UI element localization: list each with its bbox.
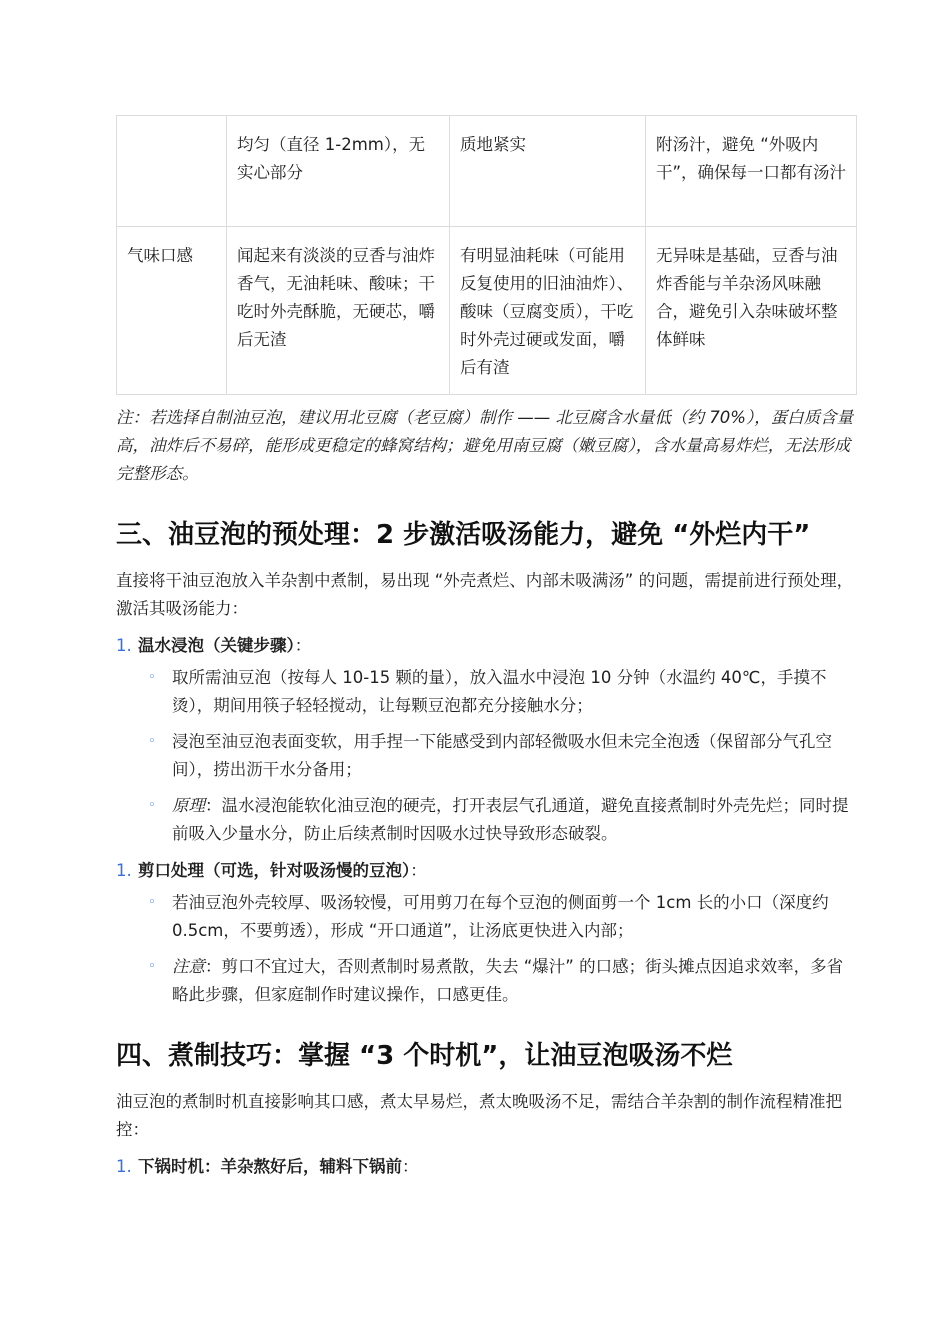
table-cell: 质地紧实 (450, 116, 646, 227)
list-item-label: 原理 (172, 796, 205, 815)
table-note: 注：若选择自制油豆泡，建议用北豆腐（老豆腐）制作 —— 北豆腐含水量低（约 70%），蛋白质含量高，油炸后不易碎，能形成更稳定的蜂窝结构；避免用南豆腐（嫩豆腐），含水量高易炸烂，无法形成完整形态。 (116, 408, 854, 483)
list-item-label: 注意 (172, 957, 205, 976)
step-title: 温水浸泡（关键步骤） (138, 636, 295, 655)
table-cell: 气味口感 (117, 227, 227, 395)
list-number: 1. (116, 636, 132, 655)
document-page (116, 115, 856, 1181)
list-item (148, 728, 856, 784)
list-item (148, 664, 856, 720)
table-cell: 均匀（直径 1-2mm），无实心部分 (227, 116, 450, 227)
table-cell: 闻起来有淡淡的豆香与油炸香气，无油耗味、酸味；干吃时外壳酥脆，无硬芯，嚼后无渣 (227, 227, 450, 395)
ordered-list-item (116, 1153, 856, 1181)
step-colon: ： (294, 636, 312, 655)
step-colon: ： (410, 861, 427, 880)
list-item (148, 889, 856, 945)
section-intro: 直接将干油豆泡放入羊杂割中煮制，易出现 “外壳煮烂、内部未吸满汤” 的问题，需提前进行预处理，激活其吸汤能力： (116, 571, 854, 618)
section-intro: 油豆泡的煮制时机直接影响其口感，煮太早易烂，煮太晚吸汤不足，需结合羊杂割的制作流程精准把控： (116, 1092, 842, 1139)
list-number: 1. (116, 1157, 132, 1176)
sub-list (116, 664, 856, 848)
table-cell: 无异味是基础，豆香与油炸香能与羊杂汤风味融合，避免引入杂味破坏整体鲜味 (646, 227, 857, 395)
list-item-text: 取所需油豆泡（按每人 10-15 颗的量），放入温水中浸泡 10 分钟（水温约 40℃，手摸不烫），期间用筷子轻轻搅动，让每颗豆泡都充分接触水分； (172, 668, 827, 715)
list-number: 1. (116, 861, 132, 880)
bullet-icon: ◦ (148, 798, 156, 813)
table-row (117, 116, 857, 227)
ordered-list-item (116, 857, 856, 885)
table-cell: 有明显油耗味（可能用反复使用的旧油油炸）、酸味（豆腐变质），干吃时外壳过硬或发面，嚼后有渣 (450, 227, 646, 395)
bullet-icon: ◦ (148, 895, 156, 910)
list-item-text: ：温水浸泡能软化油豆泡的硬壳，打开表层气孔通道，避免直接煮制时外壳先烂；同时提前吸入少量水分，防止后续煮制时因吸水过快导致形态破裂。 (172, 796, 849, 843)
table-row (117, 227, 857, 395)
list-item-text: 若油豆泡外壳较厚、吸汤较慢，可用剪刀在每个豆泡的侧面剪一个 1cm 长的小口（深度约 0.5cm，不要剪透），形成 “开口通道”，让汤底更快进入内部； (172, 893, 829, 940)
comparison-table (116, 115, 857, 395)
list-item-text: 浸泡至油豆泡表面变软，用手捏一下能感受到内部轻微吸水但未完全泡透（保留部分气孔空间），捞出沥干水分备用； (172, 732, 832, 779)
sub-list (116, 889, 856, 1009)
step-title: 下锅时机：羊杂熬好后，辅料下锅前 (138, 1157, 402, 1176)
section-heading: 四、煮制技巧：掌握 “3 个时机”，让油豆泡吸汤不烂 (116, 1041, 733, 1071)
list-item (148, 792, 856, 848)
section-heading: 三、油豆泡的预处理：2 步激活吸汤能力，避免 “外烂内干” (116, 520, 811, 550)
bullet-icon: ◦ (148, 670, 156, 685)
table-cell: 附汤汁，避免 “外吸内干”，确保每一口都有汤汁 (646, 116, 857, 227)
ordered-list-item (116, 632, 856, 660)
bullet-icon: ◦ (148, 959, 156, 974)
list-item (148, 953, 856, 1009)
bullet-icon: ◦ (148, 734, 156, 749)
table-cell (117, 116, 227, 227)
step-title: 剪口处理（可选，针对吸汤慢的豆泡） (138, 861, 411, 880)
step-colon: ： (402, 1157, 419, 1176)
list-item-text: ：剪口不宜过大，否则煮制时易煮散，失去 “爆汁” 的口感；街头摊点因追求效率，多省略此步骤，但家庭制作时建议操作，口感更佳。 (172, 957, 844, 1004)
